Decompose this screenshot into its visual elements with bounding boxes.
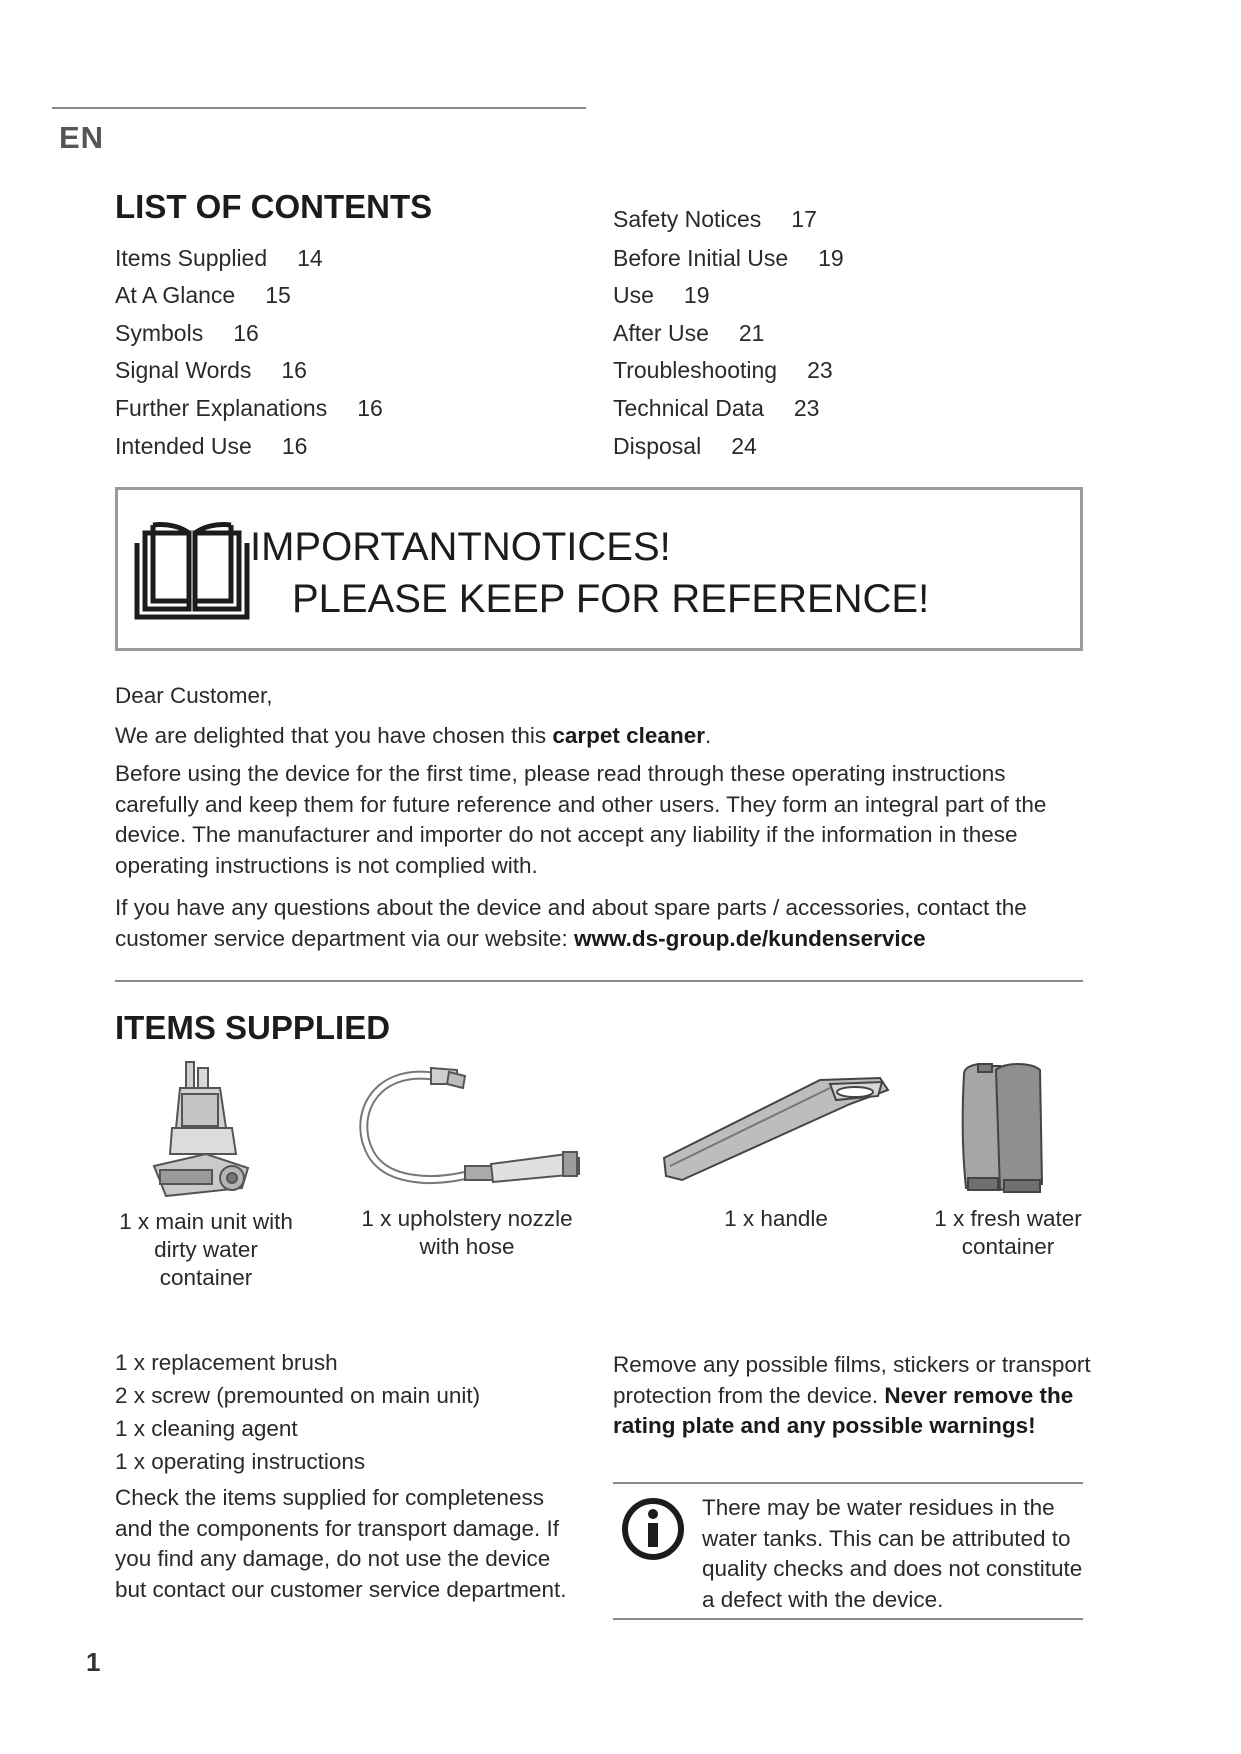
info-top-rule bbox=[613, 1482, 1083, 1484]
toc-entry: Further Explanations 16 bbox=[115, 395, 383, 421]
caption-upholstery-nozzle: 1 x upholstery nozzle with hose bbox=[361, 1206, 573, 1259]
language-label: EN bbox=[59, 120, 105, 155]
instructions-paragraph: Before using the device for the first time, please read through these operating instructions carefully and keep them for future reference and other users. They form an integral part of the device. The manufacturer and importer do not accept any liability if the information in these operating instructions is not complied with. bbox=[115, 761, 1047, 878]
toc-entry: Symbols 16 bbox=[115, 320, 259, 346]
toc-entry: Use 19 bbox=[613, 282, 710, 308]
caption-handle: 1 x handle bbox=[724, 1206, 828, 1231]
info-note: There may be water residues in the water tanks. This can be attributed to quality checks and does not constitute a defect with the device. bbox=[702, 1495, 1083, 1612]
items-supplied-title: ITEMS SUPPLIED bbox=[115, 1009, 391, 1046]
list-item: 1 x replacement brush bbox=[115, 1350, 338, 1375]
info-bottom-rule bbox=[613, 1618, 1083, 1620]
list-item: 1 x operating instructions bbox=[115, 1449, 366, 1474]
questions-paragraph: If you have any questions about the device and about spare parts / accessories, contact the customer service department via our website: www.ds-group.de/kundenservice bbox=[115, 895, 1027, 951]
book-icon bbox=[133, 521, 251, 621]
remove-paragraph: Remove any possible films, stickers or transport protection from the device. Never remove the rating plate and any possible warnings! bbox=[613, 1352, 1091, 1438]
toc-entry: Disposal 24 bbox=[613, 433, 757, 459]
list-item: 2 x screw (premounted on main unit) bbox=[115, 1383, 481, 1408]
notice-heading: IMPORTANTNOTICES! bbox=[250, 525, 671, 569]
toc-entry: Before Initial Use 19 bbox=[613, 245, 844, 271]
caption-main-unit: 1 x main unit with dirty water container bbox=[119, 1209, 293, 1290]
customer-service-url: www.ds-group.de/kundenservice bbox=[573, 925, 926, 951]
toc-entry: Signal Words 16 bbox=[115, 357, 307, 383]
fresh-water-container-illustration bbox=[956, 1060, 1060, 1200]
notice-subheading: PLEASE KEEP FOR REFERENCE! bbox=[292, 577, 930, 621]
toc-entry: Technical Data 23 bbox=[613, 395, 820, 421]
handle-illustration bbox=[660, 1070, 896, 1188]
upholstery-nozzle-illustration bbox=[353, 1058, 593, 1200]
toc-entry: After Use 21 bbox=[613, 320, 765, 346]
header-rule bbox=[52, 107, 586, 109]
caption-fresh-water-container: 1 x fresh water container bbox=[934, 1206, 1082, 1259]
greeting: Dear Customer, bbox=[115, 683, 273, 708]
info-icon bbox=[620, 1496, 686, 1562]
toc-entry: At A Glance 15 bbox=[115, 282, 291, 308]
toc-entry: Troubleshooting 23 bbox=[613, 357, 833, 383]
check-paragraph: Check the items supplied for completeness and the components for transport damage. If you find any damage, do not use the device but contact our customer service department. bbox=[115, 1485, 567, 1602]
list-item: 1 x cleaning agent bbox=[115, 1416, 298, 1441]
page-number: 1 bbox=[86, 1647, 101, 1677]
toc-entry: Safety Notices 17 bbox=[613, 206, 817, 232]
chosen-paragraph: We are delighted that you have chosen this carpet cleaner. bbox=[115, 723, 712, 748]
toc-entry: Items Supplied 14 bbox=[115, 245, 323, 271]
section-divider bbox=[115, 980, 1083, 982]
main-unit-illustration bbox=[146, 1058, 262, 1200]
toc-entry: Intended Use 16 bbox=[115, 433, 308, 459]
toc-title: LIST OF CONTENTS bbox=[115, 188, 433, 225]
